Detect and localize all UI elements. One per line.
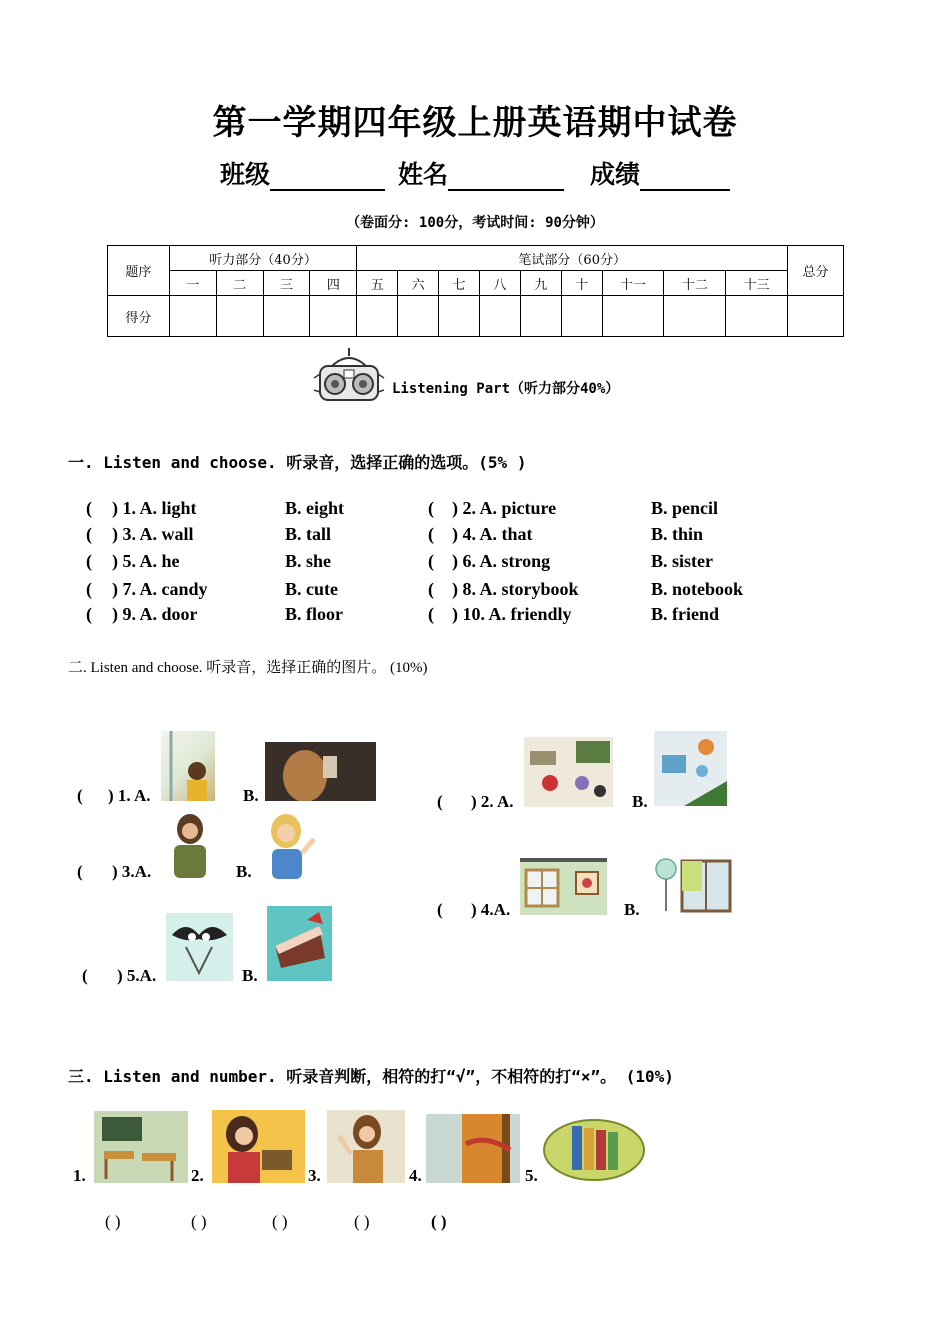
- item-number: 5.: [525, 1166, 538, 1185]
- question-text: ) 4.A.: [471, 900, 511, 919]
- paren-open: (: [86, 579, 92, 599]
- picture-long-hair-boy[interactable]: [166, 813, 213, 878]
- paren-open: (: [86, 524, 92, 544]
- answer-paren-4[interactable]: ( ): [354, 1212, 370, 1231]
- class-blank[interactable]: [270, 163, 385, 191]
- score-blank[interactable]: [640, 163, 730, 191]
- score-cell[interactable]: [520, 296, 561, 337]
- score-cell[interactable]: [310, 296, 357, 337]
- class-label: 班级: [220, 160, 271, 189]
- col-number: 一: [169, 271, 216, 296]
- answer-paren-5[interactable]: ( ): [431, 1212, 447, 1231]
- option-b[interactable]: B.: [243, 786, 259, 805]
- picture-door[interactable]: [426, 1114, 520, 1183]
- option-b[interactable]: B. sister: [651, 551, 713, 571]
- option-b[interactable]: B.: [236, 862, 252, 881]
- paren-open: (: [428, 498, 434, 518]
- option-b[interactable]: B. notebook: [651, 579, 744, 599]
- paren-open: (: [428, 551, 434, 571]
- picture-girl-with-toy[interactable]: [212, 1110, 305, 1183]
- item-number: 4.: [409, 1166, 422, 1185]
- paren-open: (: [428, 579, 434, 599]
- name-label: 姓名: [398, 160, 449, 189]
- total-header: 总分: [788, 246, 844, 296]
- listening-part-label: Listening Part（听力部分40%）: [392, 381, 620, 397]
- col-number: 五: [357, 271, 398, 296]
- picture-toys-and-books[interactable]: [524, 737, 613, 807]
- paren-open: (: [437, 792, 443, 811]
- score-cell[interactable]: [439, 296, 480, 337]
- question-text: ) 8. A. storybook: [452, 579, 579, 599]
- paren-open: (: [77, 862, 83, 881]
- score-cell[interactable]: [664, 296, 726, 337]
- option-b[interactable]: B. friend: [651, 604, 720, 624]
- paren-open: (: [428, 604, 434, 624]
- option-b[interactable]: B. tall: [285, 524, 332, 544]
- radio-player-icon: [312, 348, 387, 408]
- question-text: ) 2. A.: [471, 792, 514, 811]
- question-text: ) 5.A.: [117, 966, 157, 985]
- question-text: ) 2. A. picture: [452, 498, 557, 518]
- col-number: 十: [561, 271, 602, 296]
- question-text: ) 1. A.: [108, 786, 151, 805]
- score-cell[interactable]: [357, 296, 398, 337]
- written-header: 笔试部分（60分）: [357, 246, 788, 271]
- item-number: 3.: [308, 1166, 321, 1185]
- paren-open: (: [86, 498, 92, 518]
- answer-paren-3[interactable]: ( ): [272, 1212, 288, 1231]
- score-field: [590, 155, 730, 191]
- score-cell[interactable]: [726, 296, 788, 337]
- listening-header: 听力部分（40分）: [169, 246, 357, 271]
- paren-open: (: [86, 551, 92, 571]
- score-row-label: 得分: [108, 296, 170, 337]
- option-b[interactable]: B. she: [285, 551, 332, 571]
- paren-open: (: [77, 786, 83, 805]
- score-cell[interactable]: [788, 296, 844, 337]
- question-text: ) 1. A. light: [112, 498, 197, 518]
- score-cell[interactable]: [602, 296, 664, 337]
- name-field: [398, 155, 564, 191]
- score-table: [107, 245, 844, 337]
- option-b[interactable]: B.: [632, 792, 648, 811]
- score-cell[interactable]: [561, 296, 602, 337]
- picture-classroom[interactable]: [94, 1111, 188, 1183]
- question-text: ) 10. A. friendly: [452, 604, 572, 624]
- class-field: [220, 155, 385, 191]
- col-number: 十一: [602, 271, 664, 296]
- option-b[interactable]: B. floor: [285, 604, 343, 624]
- col-number: 九: [520, 271, 561, 296]
- option-b[interactable]: B. pencil: [651, 498, 719, 518]
- col-number: 四: [310, 271, 357, 296]
- answer-paren-1[interactable]: ( ): [105, 1212, 121, 1231]
- question-text: ) 7. A. candy: [112, 579, 208, 599]
- score-cell[interactable]: [263, 296, 310, 337]
- question-text: ) 3. A. wall: [112, 524, 194, 544]
- question-text: ) 6. A. strong: [452, 551, 551, 571]
- item-number: 1.: [73, 1166, 86, 1185]
- option-b[interactable]: B. cute: [285, 579, 338, 599]
- question-text: ) 9. A. door: [112, 604, 198, 624]
- picture-fan-and-window[interactable]: [652, 857, 734, 914]
- row-header-order: 题序: [108, 246, 170, 296]
- col-number: 八: [479, 271, 520, 296]
- picture-window-and-frame[interactable]: [520, 858, 607, 915]
- score-cell[interactable]: [398, 296, 439, 337]
- col-number: 十三: [726, 271, 788, 296]
- option-b[interactable]: B.: [242, 966, 258, 985]
- picture-room-items[interactable]: [654, 731, 727, 806]
- section3-heading: 三. Listen and number. 听录音判断，相符的打“√”，不相符的打“×”。 (10%): [68, 1067, 674, 1086]
- option-b[interactable]: B. eight: [285, 498, 345, 518]
- score-cell[interactable]: [216, 296, 263, 337]
- question-text: ) 3.A.: [112, 862, 152, 881]
- answer-paren-2[interactable]: ( ): [191, 1212, 207, 1231]
- col-number: 十二: [664, 271, 726, 296]
- score-cell[interactable]: [169, 296, 216, 337]
- section2-heading: 二. Listen and choose. 听录音，选择正确的图片。 (10%): [68, 660, 428, 676]
- paren-open: (: [86, 604, 92, 624]
- picture-cake-slice[interactable]: [267, 906, 332, 981]
- picture-girl-cleaning[interactable]: [265, 742, 376, 801]
- picture-boy-at-window[interactable]: [161, 731, 215, 801]
- picture-woman-waving[interactable]: [327, 1110, 405, 1183]
- score-label: 成绩: [590, 160, 641, 189]
- picture-bird-kite[interactable]: [166, 913, 233, 981]
- picture-schoolbag-with-books[interactable]: [542, 1112, 653, 1183]
- question-text: ) 4. A. that: [452, 524, 533, 544]
- question-text: ) 5. A. he: [112, 551, 180, 571]
- name-blank[interactable]: [448, 163, 564, 191]
- col-number: 三: [263, 271, 310, 296]
- exam-note: （卷面分: 100分，考试时间: 90分钟）: [346, 215, 604, 231]
- item-number: 2.: [191, 1166, 204, 1185]
- col-number: 二: [216, 271, 263, 296]
- col-number: 七: [439, 271, 480, 296]
- option-b[interactable]: B.: [624, 900, 640, 919]
- exam-title: 第一学期四年级上册英语期中试卷: [212, 103, 738, 143]
- paren-open: (: [428, 524, 434, 544]
- option-b[interactable]: B. thin: [651, 524, 704, 544]
- score-cell[interactable]: [479, 296, 520, 337]
- section1-heading: 一. Listen and choose. 听录音，选择正确的选项。(5% ): [68, 453, 527, 472]
- paren-open: (: [82, 966, 88, 985]
- col-number: 六: [398, 271, 439, 296]
- picture-blonde-girl[interactable]: [262, 813, 317, 879]
- paren-open: (: [437, 900, 443, 919]
